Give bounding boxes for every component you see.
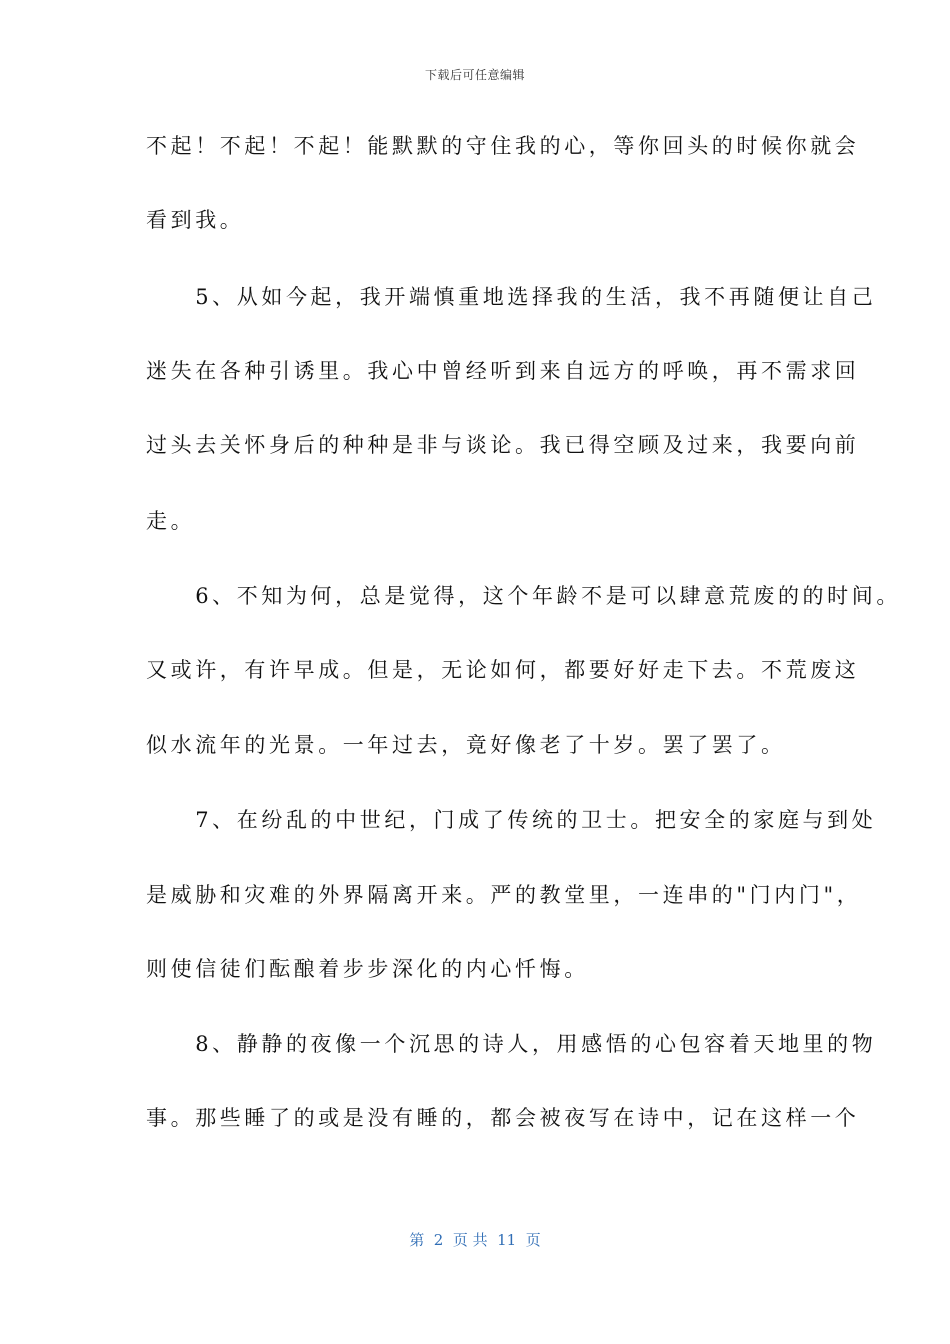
text-line: 则使信徒们酝酿着步步深化的内心忏悔。 [146, 957, 589, 981]
text-line: 看到我。 [146, 208, 245, 232]
text-line: 不起！不起！不起！能默默的守住我的心，等你回头的时候你就会 [146, 134, 860, 158]
text-line: 又或许，有许早成。但是，无论如何，都要好好走下去。不荒废这 [146, 658, 860, 682]
text-line: 过头去关怀身后的种种是非与谈论。我已得空顾及过来，我要向前 [146, 433, 860, 457]
text-line: 迷失在各种引诱里。我心中曾经听到来自远方的呼唤，再不需求回 [146, 359, 860, 383]
text-line: 是威胁和灾难的外界隔离开来。严的教堂里，一连串的"门内门"， [146, 883, 862, 907]
page-footer: 第 2 页 共 11 页 [409, 1231, 541, 1249]
text-line: 8、静静的夜像一个沉思的诗人，用感悟的心包容着天地里的物 [146, 1032, 877, 1056]
text-line: 6、不知为何，总是觉得，这个年龄不是可以肆意荒废的的时间。 [146, 584, 901, 608]
text-line: 事。那些睡了的或是没有睡的，都会被夜写在诗中，记在这样一个 [146, 1106, 860, 1130]
text-line: 走。 [146, 509, 196, 533]
text-line: 7、在纷乱的中世纪，门成了传统的卫士。把安全的家庭与到处 [146, 808, 877, 832]
text-line: 5、从如今起，我开端慎重地选择我的生活，我不再随便让自己 [146, 285, 877, 309]
page-header: 下载后可任意编辑 [424, 68, 525, 82]
text-line: 似水流年的光景。一年过去，竟好像老了十岁。罢了罢了。 [146, 733, 786, 757]
